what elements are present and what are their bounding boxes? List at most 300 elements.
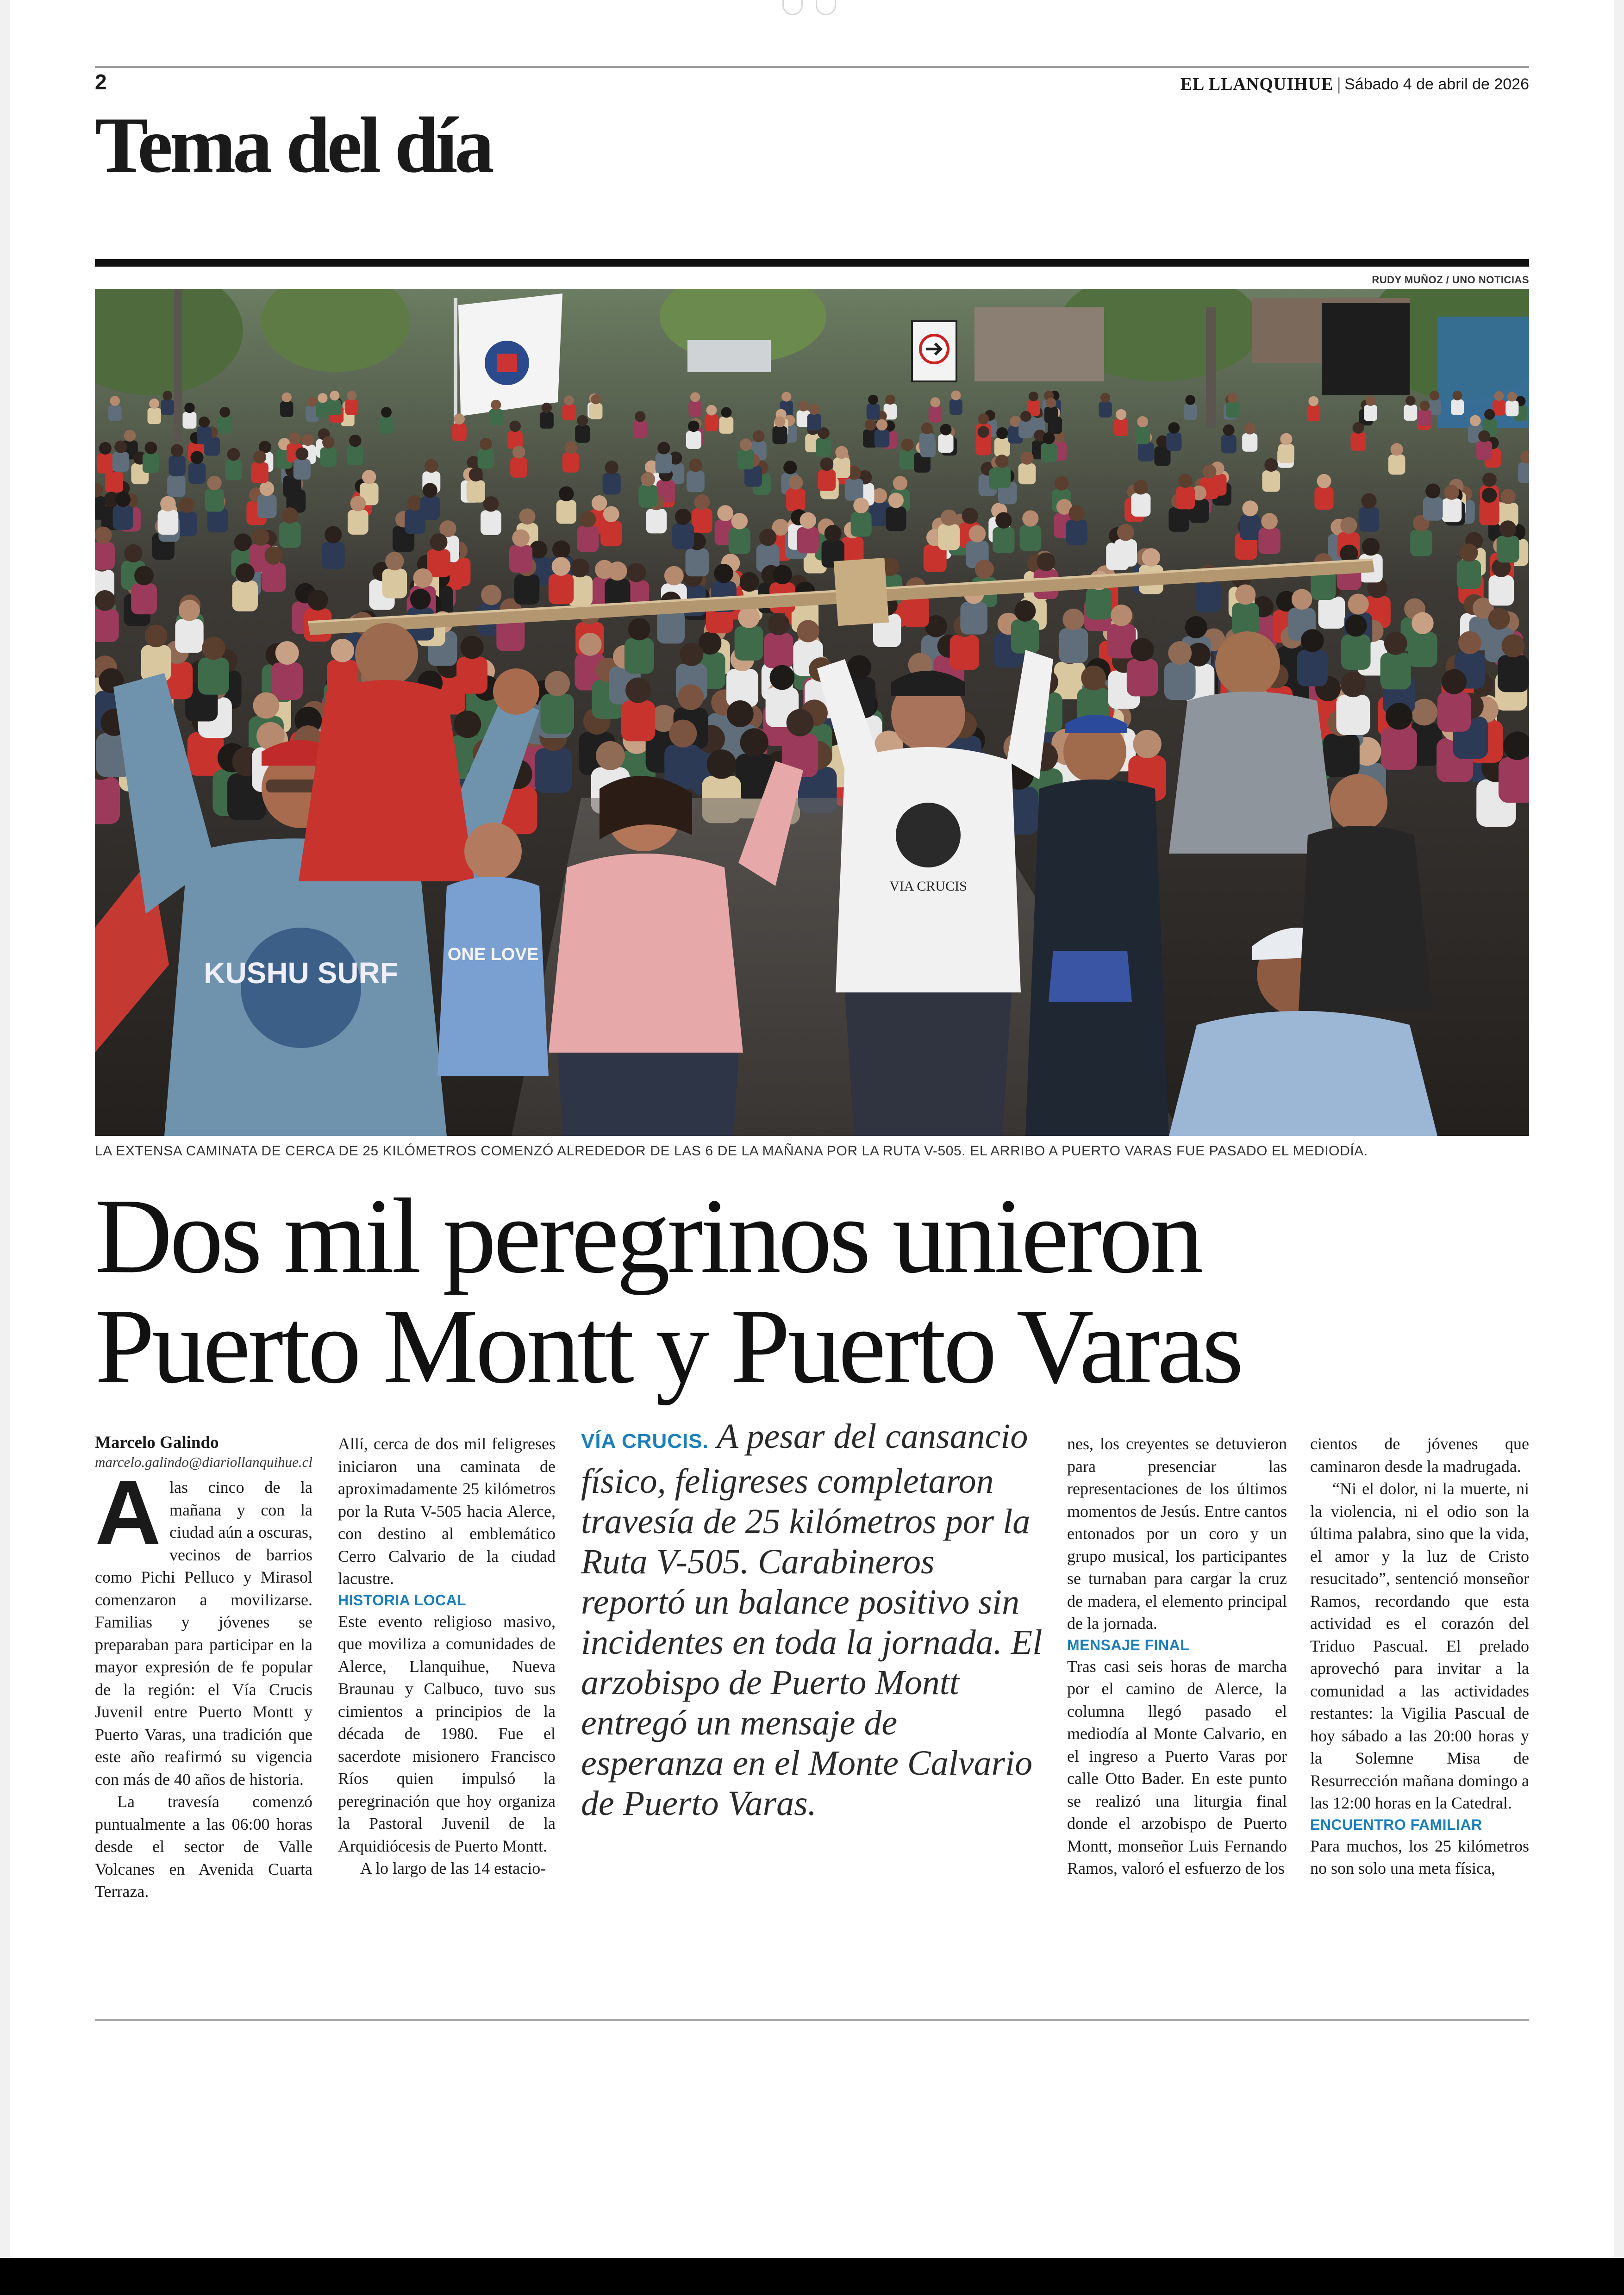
crowd-body (348, 510, 369, 535)
crowd-body (797, 527, 819, 554)
hoodie-text: ONE LOVE (447, 945, 539, 964)
crowd-body (1307, 405, 1320, 421)
crowd-head (1261, 513, 1278, 530)
crowd-body (420, 496, 440, 520)
crowd-body (1318, 597, 1345, 629)
lead-photo (95, 289, 1529, 1136)
crowd-head (975, 560, 994, 579)
section-title: Tema del día (95, 101, 491, 189)
crowd-body (95, 609, 119, 642)
crowd-body (1114, 539, 1137, 567)
crowd-head (690, 392, 700, 402)
crowd-body (345, 399, 358, 415)
crowd-head (542, 403, 552, 413)
crowd-body (1019, 525, 1041, 551)
crowd-body (1086, 588, 1112, 619)
crowd-head (469, 468, 483, 481)
issue-date: Sábado 4 de abril de 2026 (1344, 75, 1529, 93)
body-paragraph: La travesía comenzó puntualmente a las 06:00 horas desde el sector de Valle Volcanes en Avenida Cuarta Terraza. (95, 1792, 312, 1901)
crowd-body (509, 545, 532, 573)
crowd-body (95, 777, 120, 824)
crowd-head (678, 684, 704, 710)
crowd-body (197, 426, 212, 444)
crowd-head (579, 633, 602, 656)
crowd-body (1499, 757, 1529, 803)
crowd-body (1176, 486, 1195, 509)
crowd-body (577, 526, 599, 552)
crowd-head (124, 544, 142, 562)
crowd-body (949, 399, 962, 415)
crowd-head (545, 671, 570, 696)
body-paragraph: A lo largo de las 14 estacio- (360, 1859, 546, 1877)
crowd-head (564, 441, 577, 454)
crowd-body (638, 485, 657, 508)
crowd-head (1185, 616, 1207, 638)
crowd-body (575, 425, 590, 443)
crowd-body (772, 426, 787, 444)
article-column-1 (95, 1433, 312, 1903)
page-right-margin (1614, 0, 1624, 2295)
crowd-body (1127, 659, 1158, 697)
crowd-body (633, 421, 647, 438)
crowd-head (727, 700, 754, 727)
crowd-head (996, 427, 1008, 439)
crowd-head (798, 401, 808, 411)
crowd-head (1308, 396, 1318, 406)
crowd-body (1451, 399, 1464, 415)
crowd-head (995, 512, 1012, 528)
crowd-head (512, 446, 525, 459)
crowd-head (1482, 473, 1497, 487)
article-column-5 (1310, 1433, 1529, 1880)
crowd-body (1388, 455, 1405, 475)
photo-credit: RUDY MUÑOZ / UNO NOTICIAS (1372, 274, 1529, 286)
crowd-head (227, 448, 240, 461)
crowd-head (349, 435, 361, 447)
crowd-head (179, 497, 195, 513)
crowd-head (1046, 398, 1056, 408)
crowd-body (541, 693, 574, 734)
crowd-head (1137, 416, 1148, 427)
crowd-head (114, 441, 127, 453)
crowd-head (1203, 465, 1217, 479)
crowd-head (680, 642, 703, 666)
crowd-head (1037, 552, 1055, 571)
crowd-head (282, 507, 298, 524)
crowd-body (148, 408, 161, 424)
crowd-head (1134, 480, 1149, 495)
crowd-head (99, 442, 112, 455)
crowd-head (1178, 474, 1193, 488)
crowd-head (962, 508, 978, 524)
crowd-body (1041, 443, 1057, 462)
crowd-head (1185, 395, 1195, 405)
crowd-head (1488, 608, 1510, 630)
crowd-head (1384, 632, 1407, 655)
crowd-head (318, 393, 327, 403)
crowd-body (489, 409, 503, 425)
crowd-head (1366, 396, 1376, 406)
article-headline (95, 1177, 1241, 1406)
subhead-historia-local: HISTORIA LOCAL (338, 1591, 467, 1609)
crowd-head (207, 476, 222, 490)
crowd-body (867, 404, 880, 419)
crowd-head (559, 486, 574, 501)
crowd-head (1062, 609, 1084, 630)
crowd-body (686, 431, 701, 449)
crowd-head (460, 636, 483, 659)
crowd-body (1131, 493, 1150, 517)
crowd-head (781, 392, 791, 401)
crowd-head (1484, 409, 1495, 420)
body-paragraph: Allí, cerca de dos mil feligreses iniciaron una caminata de aproximadamente 25 kilómetros por la Ruta V-505 hacia Alerce, con destino al emblemático Cerro Calvario de la ciudad lacustre. (338, 1434, 556, 1588)
crowd-head (774, 416, 785, 427)
byline-name: Marcelo Galindo (95, 1433, 219, 1452)
crowd-head (835, 446, 848, 459)
crowd-head (635, 411, 645, 422)
crowd-head (124, 430, 136, 442)
crowd-head (160, 496, 176, 511)
crowd-head (930, 397, 940, 407)
crowd-head (1444, 485, 1459, 500)
crowd-head (322, 436, 334, 448)
crowd-body (562, 405, 576, 421)
crowd-body (994, 438, 1010, 457)
crowd-body (97, 453, 113, 473)
crowd-head (253, 692, 279, 719)
crowd-head (454, 711, 481, 738)
crowd-head (783, 461, 797, 474)
newspaper-name: EL LLANQUIHUE (1180, 75, 1334, 94)
crowd-head (739, 572, 759, 592)
masthead (1181, 74, 1529, 94)
crowd-head (809, 404, 819, 415)
page-indicator (782, 0, 836, 15)
crowd-head (1348, 593, 1368, 614)
crowd-head (512, 529, 530, 547)
crowd-head (625, 678, 651, 703)
crowd-body (705, 414, 718, 431)
crowd-body (685, 549, 709, 577)
subhead-encuentro-familiar: ENCUENTRO FAMILIAR (1310, 1816, 1482, 1833)
crowd-body (167, 475, 185, 497)
crowd-head (714, 564, 733, 583)
crowd-head (868, 395, 878, 405)
crowd-head (800, 512, 816, 529)
crowd-body (874, 430, 890, 448)
page-dot[interactable] (782, 0, 803, 15)
crowd-head (768, 613, 789, 635)
footer-rule (95, 2019, 1529, 2021)
crowd-head (1362, 538, 1380, 556)
crowd-body (899, 450, 916, 470)
crowd-body (1476, 441, 1492, 460)
crowd-head (978, 426, 989, 438)
crowd-head (1361, 493, 1376, 509)
crowd-head (740, 438, 752, 451)
crowd-head (252, 529, 269, 546)
crowd-body (1364, 405, 1377, 421)
crowd-body (1380, 653, 1411, 690)
crowd-body (902, 595, 929, 627)
crowd-head (657, 442, 670, 455)
crowd-head (1460, 543, 1478, 561)
crowd-head (410, 589, 431, 610)
crowd-body (1457, 560, 1481, 589)
crowd-head (1453, 391, 1462, 400)
crowd-body (657, 611, 685, 644)
crowd-head (295, 448, 308, 461)
crowd-head (1081, 666, 1106, 691)
crowd-body (112, 452, 129, 472)
crowd-body (1242, 433, 1257, 452)
crowd-body (646, 509, 667, 533)
crowd-head (275, 641, 299, 665)
crowd-head (253, 450, 266, 463)
crowd-body (294, 459, 311, 480)
body-paragraph: Este evento religioso masivo, que moviliza a comunidades de Alerce, Llanquihue, Nueva Braunau y Calbuco, tuvo sus cimientos a principios de la década de 1980. Fue el sacerdote misionero Francisco Ríos quien impulsó la peregrinación que hoy organiza la Pastoral Juvenil de la Arquidiócesis de Puerto Montt. (338, 1612, 556, 1855)
crowd-body (1350, 432, 1366, 451)
body-paragraph: Tras casi seis horas de marcha por el camino de Alerce, la columna llegó pasado el mediodía al Monte Calvario, en el ingreso a Puerto Varas por calle Otto Bader. En este punto se realizó una liturgia final donde el arzobispo de Puerto Montt, monseñor Luis Fernando Ramos, valoró el esfuerzo de los (1067, 1657, 1287, 1877)
masthead-separator: | (1337, 75, 1341, 94)
crowd-head (1264, 458, 1278, 472)
crowd-body (251, 462, 269, 483)
crowd-head (580, 511, 596, 527)
crowd-body (975, 437, 991, 455)
crowd-head (1292, 589, 1312, 610)
crowd-body (182, 412, 196, 429)
crowd-body (131, 583, 157, 614)
crowd-body (764, 633, 793, 668)
crowd-body (262, 563, 286, 592)
crowd-head (773, 565, 792, 585)
page-dot[interactable] (816, 0, 836, 15)
crowd-head (1280, 433, 1292, 445)
crowd-body (672, 523, 694, 549)
body-paragraph: Para muchos, los 25 kilómetros no son solo una meta física, (1310, 1836, 1529, 1877)
crowd-body (1359, 507, 1379, 532)
headline-line-1: Dos mil peregrinos unieron (95, 1177, 1201, 1296)
crowd-body (113, 505, 133, 530)
crowd-body (95, 496, 106, 520)
crowd-head (95, 590, 115, 611)
article-column-2 (338, 1433, 556, 1880)
crowd-head (689, 459, 702, 472)
crowd-head (179, 600, 200, 621)
crowd-body (271, 662, 303, 700)
crowd-head (770, 665, 795, 690)
crowd-head (820, 457, 833, 471)
crowd-body (540, 412, 554, 429)
crowd-head (1405, 396, 1416, 406)
crowd-head (824, 525, 842, 542)
crowd-body (1410, 530, 1432, 556)
subhead-mensaje-final: MENSAJE FINAL (1067, 1636, 1190, 1653)
crowd-head (1111, 605, 1132, 626)
crowd-body (929, 406, 942, 423)
crowd-head (1502, 634, 1525, 657)
crowd-body (687, 471, 705, 493)
crowd-head (603, 506, 619, 522)
crowd-head (162, 391, 172, 400)
crowd-body (328, 399, 341, 415)
crowd-body (729, 528, 750, 554)
pull-quote-text: A pesar del cansancio físico, feligreses completaron travesía de 25 kilómetros por la Ruta V-505. Carabineros reportó un balance positivo sin incidentes en toda la jornada. El arzobispo de Puerto Montt entregó un mensaje de esperanza en el Monte Calvario de Puerto Varas. (581, 1417, 1043, 1823)
viewer-bottom-bar (0, 2258, 1624, 2295)
crowd-head (694, 494, 710, 510)
crowd-head (184, 403, 194, 413)
crowd-body (1135, 426, 1150, 444)
crowd-head (951, 391, 961, 400)
crowd-body (737, 449, 754, 469)
crowd-body (205, 489, 224, 512)
crowd-body (232, 580, 257, 611)
body-paragraph: nes, los creyentes se detuvieron para presenciar las representaciones de los últimos momentos de Jesús. Entre cantos entonados por un coro y un grupo musical, los participantes se turnaban para cargar la cruz de madera, el elemento principal de la jornada. (1067, 1434, 1287, 1633)
crowd-head (1507, 392, 1517, 401)
crowd-head (115, 492, 131, 507)
crowd-head (1133, 730, 1162, 758)
crowd-head (552, 557, 571, 576)
crowd-head (509, 420, 521, 432)
crowd-head (149, 399, 159, 409)
crowd-body (1336, 695, 1370, 735)
crowd-body (1498, 655, 1529, 692)
crowd-body (1497, 536, 1519, 562)
crowd-head (1116, 409, 1126, 420)
crowd-head (235, 563, 255, 583)
crowd-body (1404, 405, 1417, 421)
crowd-head (995, 455, 1009, 468)
crowd-head (1168, 641, 1192, 665)
crowd-head (1386, 703, 1412, 730)
crowd-head (721, 407, 731, 418)
crowd-body (688, 401, 701, 417)
crowd-head (552, 540, 570, 558)
crowd-body (382, 568, 407, 598)
crowd-head (1235, 584, 1255, 605)
crowd-head (941, 510, 957, 526)
crowd-body (143, 453, 159, 473)
crowd-body (1381, 727, 1417, 770)
crowd-head (1055, 476, 1069, 491)
crowd-head (1117, 524, 1134, 541)
crowd-body (379, 417, 394, 434)
crowd-head (853, 498, 869, 513)
crowd-body (1018, 463, 1036, 484)
crowd-body (786, 488, 805, 511)
crowd-body (108, 405, 122, 421)
crowd-body (656, 453, 672, 473)
crowd-body (320, 447, 337, 467)
crowd-head (1430, 391, 1439, 400)
crowd-head (738, 606, 760, 628)
crowd-head (519, 508, 536, 524)
photo-caption: LA EXTENSA CAMINATA DE CERCA DE 25 KILÓMETROS COMENZÓ ALREDEDOR DE LAS 6 DE LA MAÑANA POR LA RUTA V-505. EL ARRIBO A PUERTO VARAS FUE PASADO EL MEDIODÍA. (95, 1143, 1368, 1159)
crowd-body (1518, 462, 1529, 483)
crowd-head (1022, 510, 1038, 526)
crowd-body (218, 417, 232, 434)
crowd-body (621, 700, 656, 741)
header-rule (95, 66, 1529, 68)
crowd-body (1018, 421, 1033, 438)
crowd-head (940, 424, 951, 436)
crowd-body (257, 494, 276, 518)
crowd-head (1412, 612, 1433, 634)
shirt-text: VIA CRUCIS (889, 879, 967, 894)
crowd-body (919, 433, 935, 451)
crowd-body (514, 574, 539, 605)
crowd-head (605, 461, 618, 474)
crowd-head (95, 527, 112, 544)
crowd-head (1340, 517, 1357, 534)
crowd-head (731, 513, 748, 530)
crowd-body (1011, 619, 1039, 654)
crowd-head (260, 481, 275, 496)
crowd-head (234, 533, 252, 551)
crowd-head (876, 419, 887, 430)
crowd-head (885, 395, 895, 405)
crowd-head (423, 483, 437, 498)
crowd-body (845, 479, 863, 501)
crowd-head (1345, 615, 1367, 637)
crowd-head (413, 568, 432, 588)
section-rule (95, 259, 1529, 267)
crowd-head (385, 552, 404, 570)
crowd-body (1489, 575, 1514, 606)
crowd-head (491, 400, 501, 410)
crowd-head (921, 423, 933, 434)
crowd-head (591, 394, 600, 404)
crowd-head (788, 475, 803, 490)
crowd-body (938, 434, 953, 453)
crowd-head (1014, 600, 1036, 622)
crowd-head (330, 391, 339, 400)
crowd-head (171, 444, 183, 457)
byline-email[interactable]: marcelo.galindo@diariollanquihue.cl (95, 1454, 312, 1470)
crowd-head (219, 407, 230, 418)
crowd-body (1226, 402, 1239, 418)
crowd-body (807, 414, 821, 430)
lead-paragraph-text: las cinco de la mañana y con la ciudad aún a oscuras, vecinos de barrios como Pichi Pelluco y Mirasol comenzaron a movilizarse. Familias y jóvenes se preparaban para participar en la mayor expresión de fe popular de la región: el Vía Crucis Juvenil entre Puerto Montt y Puerto Varas, una tradición que este año reafirmó su vigencia con más de 40 años de historia. (95, 1478, 312, 1789)
crowd-body (1423, 497, 1443, 520)
crowd-body (1138, 442, 1154, 461)
crowd-head (202, 636, 225, 660)
crowd-body (1066, 520, 1087, 545)
crowd-body (1164, 662, 1196, 700)
crowd-head (717, 505, 733, 521)
crowd-body (280, 401, 293, 417)
crowd-body (1059, 628, 1088, 663)
crowd-body (510, 457, 527, 478)
crowd-head (1131, 638, 1154, 661)
crowd-body (1442, 499, 1462, 523)
crowd-body (1221, 435, 1236, 453)
crowd-body (556, 500, 576, 524)
crowd-body (993, 467, 1011, 488)
crowd-body (886, 506, 906, 531)
crowd-head (483, 496, 499, 512)
crowd-head (753, 430, 765, 443)
crowd-head (901, 439, 914, 451)
crowd-head (664, 566, 684, 586)
crowd-head (302, 434, 314, 446)
crowd-body (589, 403, 603, 419)
crowd-body (175, 619, 203, 653)
crowd-head (1482, 487, 1497, 503)
crowd-body (1258, 528, 1280, 554)
crowd-body (1505, 400, 1518, 416)
crowd-head (1341, 672, 1366, 697)
